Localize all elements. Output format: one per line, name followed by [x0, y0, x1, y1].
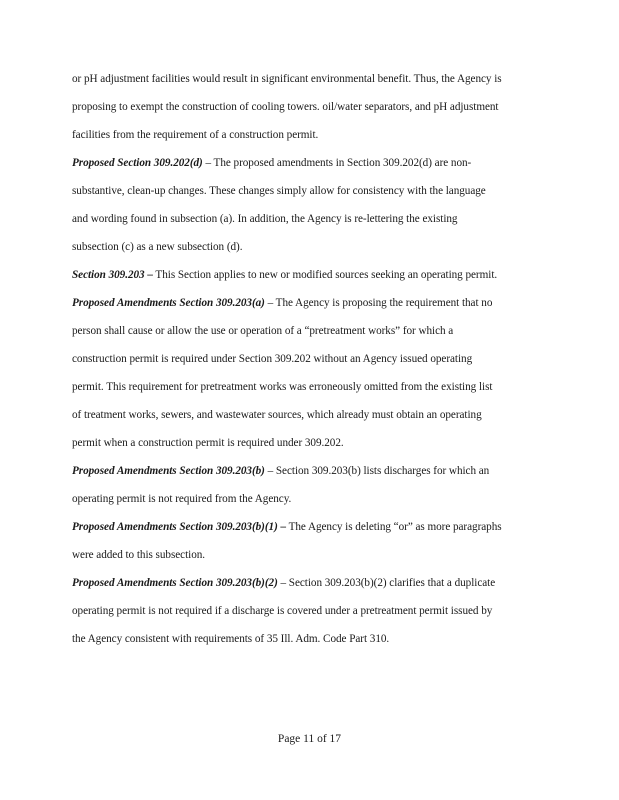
section-heading-line: [72, 268, 497, 282]
line-text: of treatment works, sewers, and wastewater sources, which already must obtain an operating: [72, 409, 482, 421]
line-text: operating permit is not required from the Agency.: [72, 493, 292, 505]
body-line: [72, 408, 482, 422]
section-heading-line: [72, 296, 492, 310]
body-line: [72, 436, 344, 450]
section-heading: Section 309.203 –: [72, 269, 153, 281]
section-heading: Proposed Amendments Section 309.203(a): [72, 297, 265, 309]
line-text: The Agency is deleting “or” as more paragraphs: [286, 521, 502, 533]
line-text: This Section applies to new or modified sources seeking an operating permit.: [152, 269, 498, 281]
body-line: [72, 492, 291, 506]
line-text: proposing to exempt the construction of cooling towers. oil/water separators, and pH adjustment: [72, 101, 499, 113]
line-text: facilities from the requirement of a construction permit.: [72, 129, 319, 141]
section-heading-line: [72, 520, 502, 534]
line-text: or pH adjustment facilities would result in significant environmental benefit. Thus, the Agency is: [72, 73, 502, 85]
line-text: the Agency consistent with requirements of 35 Ill. Adm. Code Part 310.: [72, 633, 390, 645]
line-text: substantive, clean-up changes. These changes simply allow for consistency with the language: [72, 185, 486, 197]
section-heading-line: [72, 156, 471, 170]
body-line: [72, 72, 502, 86]
body-line: [72, 604, 492, 618]
body-line: [72, 100, 499, 114]
section-heading: Proposed Section 309.202(d): [72, 157, 203, 169]
line-text: – The proposed amendments in Section 309.202(d) are non-: [202, 157, 472, 169]
line-text: subsection (c) as a new subsection (d).: [72, 241, 243, 253]
body-line: [72, 324, 453, 338]
body-line: [72, 128, 318, 142]
line-text: permit. This requirement for pretreatment works was erroneously omitted from the existing list: [72, 381, 493, 393]
page-number: Page 11 of 17: [277, 733, 342, 745]
body-line: [72, 212, 457, 226]
page-footer: [0, 733, 619, 745]
body-line: [72, 632, 389, 646]
body-line: [72, 352, 472, 366]
section-heading-line: [72, 464, 489, 478]
body-line: [72, 240, 242, 254]
line-text: construction permit is required under Section 309.202 without an Agency issued operating: [72, 353, 473, 365]
section-heading: Proposed Amendments Section 309.203(b)(2): [72, 577, 278, 589]
section-heading: Proposed Amendments Section 309.203(b): [72, 465, 265, 477]
body-line: [72, 380, 492, 394]
line-text: person shall cause or allow the use or operation of a “pretreatment works” for which a: [72, 325, 454, 337]
line-text: and wording found in subsection (a). In addition, the Agency is re-lettering the existing: [72, 213, 458, 225]
line-text: operating permit is not required if a discharge is covered under a pretreatment permit issued by: [72, 605, 493, 617]
line-text: – Section 309.203(b) lists discharges for which an: [264, 465, 490, 477]
line-text: – The Agency is proposing the requirement that no: [264, 297, 493, 309]
line-text: – Section 309.203(b)(2) clarifies that a duplicate: [277, 577, 496, 589]
line-text: permit when a construction permit is required under 309.202.: [72, 437, 344, 449]
body-line: [72, 184, 486, 198]
line-text: were added to this subsection.: [72, 549, 206, 561]
section-heading-line: [72, 576, 495, 590]
body-line: [72, 548, 205, 562]
section-heading: Proposed Amendments Section 309.203(b)(1) –: [72, 521, 287, 533]
